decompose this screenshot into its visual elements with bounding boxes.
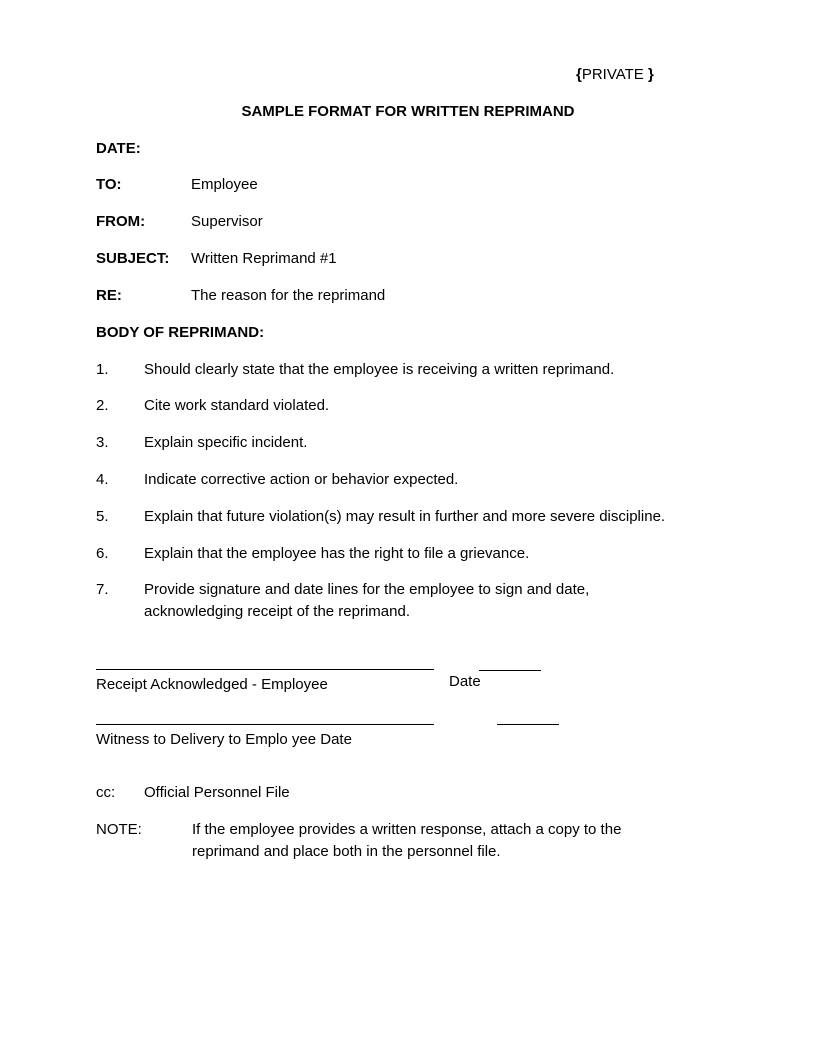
subject-label: SUBJECT: [96, 250, 170, 267]
employee-date-line [479, 670, 541, 671]
note-text-continued: reprimand and place both in the personnel file. [192, 843, 501, 860]
list-item-number: 5. [96, 508, 109, 525]
privacy-tag [576, 66, 654, 84]
list-item-number: 1. [96, 361, 109, 378]
witness-signature-line [96, 724, 434, 725]
employee-date-label: Date [449, 673, 481, 690]
from-label: FROM: [96, 213, 146, 230]
list-item-text: Indicate corrective action or behavior expected. [144, 471, 459, 488]
body-heading: BODY OF REPRIMAND: [96, 324, 265, 341]
to-value: Employee [191, 176, 258, 193]
date-label: DATE: [96, 140, 141, 157]
list-item-number: 3. [96, 434, 109, 451]
to-label: TO: [96, 176, 122, 193]
list-item-text: Should clearly state that the employee is receiving a written reprimand. [144, 361, 615, 378]
employee-signature-label: Receipt Acknowledged - Employee [96, 676, 328, 693]
list-item-number: 4. [96, 471, 109, 488]
witness-date-line [497, 724, 559, 725]
list-item-text: Explain specific incident. [144, 434, 308, 451]
subject-value: Written Reprimand #1 [191, 250, 337, 267]
from-value: Supervisor [191, 213, 263, 230]
cc-value: Official Personnel File [144, 784, 290, 801]
list-item-text: Explain that future violation(s) may result in further and more severe discipline. [144, 508, 666, 525]
witness-signature-label: Witness to Delivery to Emplo yee Date [96, 731, 352, 748]
privacy-open-brace: { [576, 66, 582, 83]
re-value: The reason for the reprimand [191, 287, 386, 304]
note-label: NOTE: [96, 821, 142, 838]
document-title: SAMPLE FORMAT FOR WRITTEN REPRIMAND [241, 103, 575, 120]
employee-signature-line [96, 669, 434, 670]
list-item-text: Provide signature and date lines for the employee to sign and date, [144, 581, 590, 598]
list-item-text-continued: acknowledging receipt of the reprimand. [144, 603, 410, 620]
list-item-text: Explain that the employee has the right to file a grievance. [144, 545, 530, 562]
list-item-number: 6. [96, 545, 109, 562]
note-text: If the employee provides a written response, attach a copy to the [192, 821, 622, 838]
list-item-number: 2. [96, 397, 109, 414]
list-item-text: Cite work standard violated. [144, 397, 330, 414]
re-label: RE: [96, 287, 122, 304]
list-item-number: 7. [96, 581, 109, 598]
cc-label: cc: [96, 784, 116, 801]
privacy-close-brace: } [647, 66, 654, 83]
privacy-label: PRIVATE [581, 66, 644, 83]
